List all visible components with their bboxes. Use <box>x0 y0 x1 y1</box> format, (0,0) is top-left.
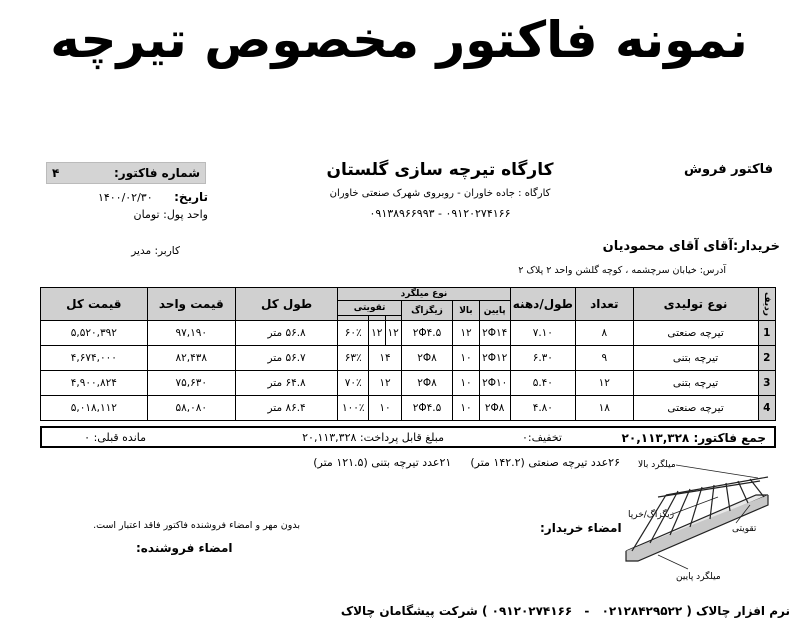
th-reinforcement: تقویتی <box>338 301 402 316</box>
row-number: 3 <box>758 371 775 396</box>
footer-company: شرکت پیشگامان چالاک <box>340 604 478 618</box>
cell-count: ۱۸ <box>576 396 633 421</box>
th-total-length: طول کل <box>235 288 338 321</box>
th-row: ردیف <box>758 288 775 321</box>
cell-unit-price: ۵۸,۰۸۰ <box>147 396 235 421</box>
cell-count: ۱۲ <box>576 371 633 396</box>
company-name: کارگاه تیرچه سازی گلستان <box>326 160 554 180</box>
table-row <box>41 321 776 346</box>
cell-top: ۱۰ <box>453 371 480 396</box>
cell-total-length: ۵۶.۷ متر <box>235 346 338 371</box>
counts-line <box>280 456 620 469</box>
row-number: 4 <box>758 396 775 421</box>
cell-total-price: ۵,۵۲۰,۳۹۲ <box>41 321 148 346</box>
invoice-type: فاکتور فروش <box>684 162 774 177</box>
currency-label: واحد پول: <box>163 208 208 221</box>
cell-length: ۵.۴۰ <box>510 371 576 396</box>
currency <box>62 208 208 221</box>
cell-zigzag: ۲Φ۴.۵ <box>401 396 452 421</box>
cell-length: ۷.۱۰ <box>510 321 576 346</box>
seller-signature: امضاء فروشنده: <box>136 541 233 555</box>
cell-reinf-pct: ۷۰٪ <box>338 371 369 396</box>
cell-total-length: ۶۴.۸ متر <box>235 371 338 396</box>
invoice-number-label: شماره فاکتور: <box>114 166 200 180</box>
buyer-address <box>460 265 726 276</box>
table-row <box>41 396 776 421</box>
th-product: نوع تولیدی <box>633 288 758 321</box>
buyer-label: خریدار: <box>733 239 780 254</box>
cell-total-length: ۵۶.۸ متر <box>235 321 338 346</box>
cell-reinf-2: ۱۲ <box>369 371 402 396</box>
label-zigzag: زیگزاگ/خرپا <box>628 510 675 520</box>
buyer-value: آقای آقای محمودیان <box>602 239 733 254</box>
count-concrete: ۲۱عدد تیرچه بتنی (۱۲۱.۵ متر) <box>313 456 452 469</box>
summary-bar <box>40 426 776 448</box>
cell-product: تیرچه بتنی <box>633 346 758 371</box>
cell-reinf-1: ۱۲ <box>385 321 401 346</box>
row-number: 2 <box>758 346 775 371</box>
table-row <box>41 346 776 371</box>
th-length: طول/دهنه <box>510 288 576 321</box>
cell-total-length: ۸۶.۴ متر <box>235 396 338 421</box>
address-label: آدرس: <box>699 265 726 276</box>
footer-phone-office: ( ۰۲۱۲۸۴۲۹۵۲۲ <box>601 604 692 618</box>
payable: مبلغ قابل پرداخت: ۲۰,۱۱۳,۳۲۸ <box>302 431 444 444</box>
cell-reinf-pct: ۶۳٪ <box>338 346 369 371</box>
cell-unit-price: ۹۷,۱۹۰ <box>147 321 235 346</box>
workshop-address: کارگاه : جاده خاوران - روبروی شهرک صنعتی خاوران <box>329 188 551 199</box>
row-number: 1 <box>758 321 775 346</box>
company-phones: ۰۹۱۲۰۲۷۴۱۶۶ - ۰۹۱۳۸۹۶۶۹۹۳ <box>369 207 511 220</box>
invoice-date <box>62 190 208 204</box>
cell-product: تیرچه صنعتی <box>633 396 758 421</box>
cell-reinf-pct: ۱۰۰٪ <box>338 396 369 421</box>
cell-reinf-2: ۱۲ <box>369 321 385 346</box>
label-bottom-rebar: میلگرد پایین <box>676 572 721 582</box>
th-zigzag: زیگزاگ <box>401 301 452 321</box>
address-value: خیابان سرچشمه ، کوچه گلشن واحد ۲ پلاک ۲ <box>518 265 697 276</box>
cell-unit-price: ۷۵,۶۳۰ <box>147 371 235 396</box>
user-value: مدیر <box>131 245 152 257</box>
cell-total-price: ۵,۰۱۸,۱۱۲ <box>41 396 148 421</box>
cell-product: تیرچه بتنی <box>633 371 758 396</box>
th-total-price: قیمت کل <box>41 288 148 321</box>
buyer-name <box>460 239 780 254</box>
th-count: تعداد <box>576 288 633 321</box>
cell-product: تیرچه صنعتی <box>633 321 758 346</box>
th-top: بالا <box>453 301 480 321</box>
footer-phone-mobile: ۰۹۱۲۰۲۷۴۱۶۶ ) <box>481 604 573 618</box>
cell-total-price: ۴,۹۰۰,۸۲۴ <box>41 371 148 396</box>
previous-balance: مانده قبلی: ۰ <box>84 431 146 444</box>
footer-software: نرم افزار چالاک <box>696 604 790 618</box>
invoice-number-box <box>46 162 206 184</box>
cell-reinf-2: ۱۴ <box>369 346 402 371</box>
cell-bottom: ۲Φ۱۲ <box>479 346 510 371</box>
cell-length: ۴.۸۰ <box>510 396 576 421</box>
user-label: کاربر: <box>154 245 180 257</box>
page-title: نمونه فاکتور مخصوص تیرچه <box>50 11 748 69</box>
label-top-rebar: میلگرد بالا <box>638 460 676 470</box>
date-label: تاریخ: <box>174 190 208 204</box>
cell-bottom: ۲Φ۱۰ <box>479 371 510 396</box>
items-table <box>40 287 776 421</box>
cell-count: ۸ <box>576 321 633 346</box>
table-row <box>41 371 776 396</box>
label-reinforcement: تقویتی <box>732 524 757 534</box>
cell-reinf-pct: ۶۰٪ <box>338 321 369 346</box>
cell-top: ۱۰ <box>453 346 480 371</box>
joist-diagram-svg <box>618 457 788 585</box>
count-industrial: ۲۶عدد تیرچه صنعتی (۱۴۲.۲ متر) <box>470 456 620 469</box>
footer <box>340 604 790 618</box>
footer-separator: - <box>584 604 590 618</box>
cell-count: ۹ <box>576 346 633 371</box>
currency-value: تومان <box>133 208 160 221</box>
invoice-total: جمع فاکتور: ۲۰,۱۱۳,۳۲۸ <box>621 431 766 445</box>
th-unit-price: قیمت واحد <box>147 288 235 321</box>
cell-zigzag: ۲Φ۸ <box>401 371 452 396</box>
stamp-note: بدون مهر و امضاء فروشنده فاکتور فاقد اعتبار است. <box>93 520 300 531</box>
date-value: ۱۴۰۰/۰۲/۳۰ <box>97 191 153 204</box>
cell-reinf-2: ۱۰ <box>369 396 402 421</box>
cell-top: ۱۰ <box>453 396 480 421</box>
cell-zigzag: ۲Φ۴.۵ <box>401 321 452 346</box>
joist-diagram <box>618 457 788 585</box>
buyer-signature: امضاء خریدار: <box>540 521 622 535</box>
th-rebar-group: نوع میلگرد <box>338 288 510 301</box>
discount: تخفیف:۰ <box>521 431 562 444</box>
user-info <box>60 245 180 257</box>
cell-unit-price: ۸۲,۴۳۸ <box>147 346 235 371</box>
invoice-number: ۴ <box>52 166 60 180</box>
cell-zigzag: ۲Φ۸ <box>401 346 452 371</box>
cell-bottom: ۲Φ۸ <box>479 396 510 421</box>
cell-top: ۱۲ <box>453 321 480 346</box>
cell-length: ۶.۳۰ <box>510 346 576 371</box>
cell-bottom: ۲Φ۱۴ <box>479 321 510 346</box>
cell-total-price: ۴,۶۷۴,۰۰۰ <box>41 346 148 371</box>
th-bottom: پایین <box>479 301 510 321</box>
